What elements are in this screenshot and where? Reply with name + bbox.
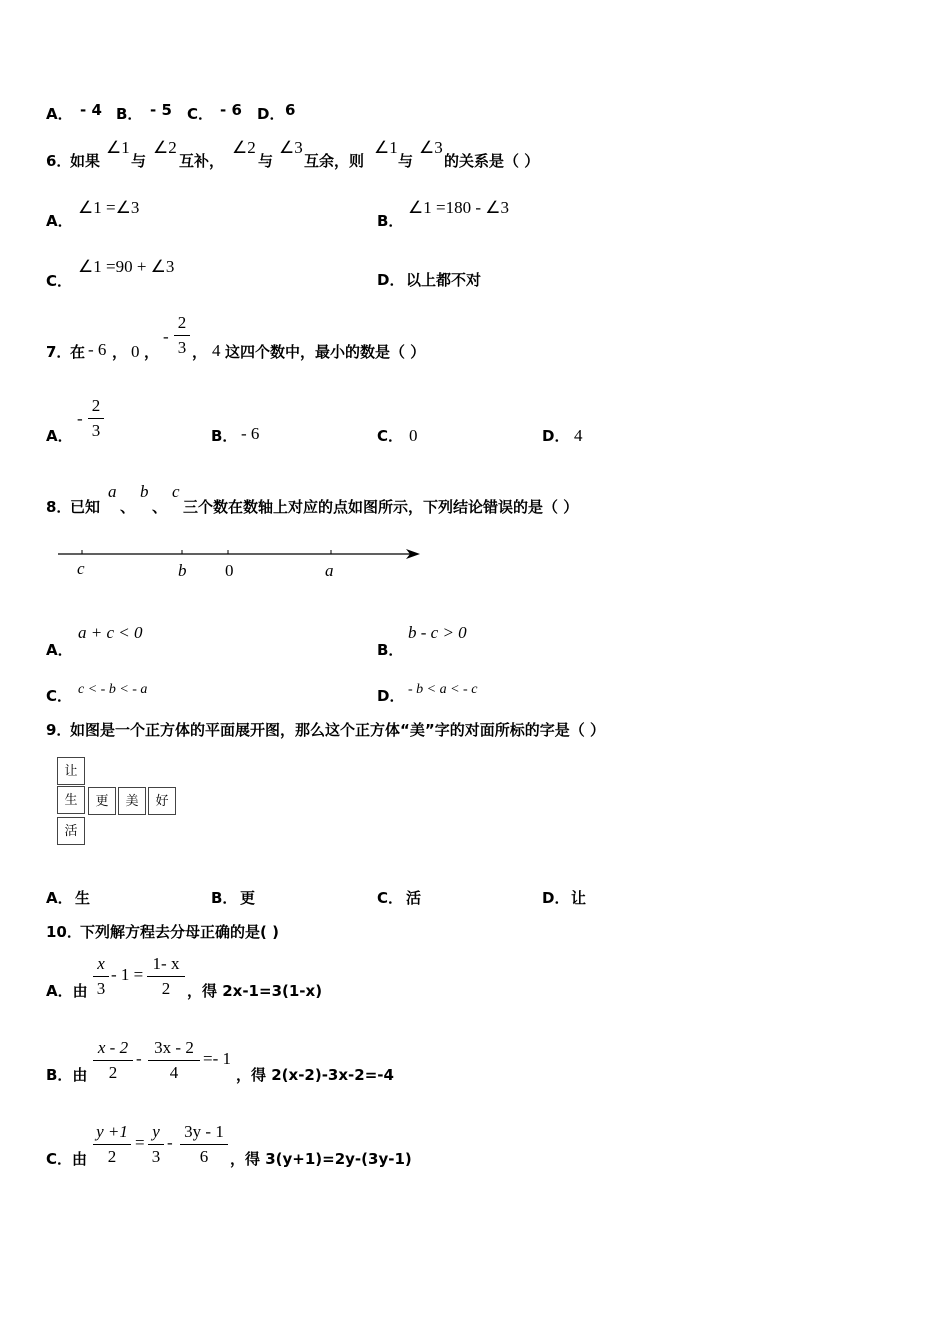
- q7-text-1: 在: [70, 343, 86, 361]
- q10-c-fraction-2-num: y: [152, 1122, 160, 1141]
- q7-option-b-value: - 6: [241, 424, 260, 443]
- q7-text-2: 这四个数中，最小的数是（ ）: [225, 343, 426, 361]
- q10-a-fraction-2-den: 2: [161, 979, 171, 998]
- q6-angle-1b: ∠1: [374, 138, 398, 157]
- q10-a-fraction-2: [147, 954, 185, 999]
- q5-option-d-label: D．: [257, 105, 285, 123]
- q6-text-2: 与: [131, 152, 147, 170]
- q10-b-fraction-2-num: 3x - 2: [154, 1038, 194, 1057]
- cube-cell-geng: 更: [88, 787, 116, 815]
- q9-number: 9．: [46, 721, 72, 739]
- q6-text-6: 与: [398, 152, 414, 170]
- q5-option-d-value: 6: [285, 101, 296, 119]
- q10-c-fraction-2-bar: [148, 1144, 164, 1145]
- q7-option-d-label: D．: [542, 427, 570, 445]
- q10-b-fraction-2: [148, 1038, 200, 1083]
- q7-option-a-fraction: [88, 396, 104, 441]
- q9-option-a-label: A．: [46, 889, 73, 907]
- q6-angle-3b: ∠3: [419, 138, 443, 157]
- number-line-label-zero: 0: [225, 561, 234, 580]
- q10-a-fraction-1-num: x: [97, 954, 105, 973]
- q6-angle-2: ∠2: [153, 138, 177, 157]
- q10-a-fraction-2-bar: [147, 976, 185, 977]
- q10-c-fraction-2: [148, 1122, 164, 1167]
- q10-b-result: ，得 2(x-2)-3x-2=-4: [236, 1066, 394, 1084]
- q6-option-b-value: ∠1 =180 - ∠3: [408, 198, 509, 217]
- q8-option-c-value: c < - b < - a: [78, 682, 148, 697]
- q6-option-b-label: B．: [377, 212, 404, 230]
- q8-option-b-label: B．: [377, 641, 404, 659]
- q7-sep-2: ，: [144, 343, 160, 361]
- q6-angle-3: ∠3: [279, 138, 303, 157]
- q5-option-c-label: C．: [187, 105, 214, 123]
- q7-sep-3: ，: [192, 343, 208, 361]
- q8-option-d-value: - b < a < - c: [408, 682, 478, 697]
- number-line: [50, 540, 430, 585]
- q6-text-1: 如果: [70, 152, 101, 170]
- q10-a-middle: - 1 =: [111, 965, 144, 984]
- q7-option-a-denominator: 3: [91, 421, 101, 440]
- q7-fraction-numerator: 2: [177, 313, 187, 332]
- q10-option-a-label: A．由: [46, 982, 88, 1000]
- cube-cell-sheng: 生: [57, 786, 85, 814]
- q10-c-fraction-2-den: 3: [151, 1147, 161, 1166]
- q10-c-minus: -: [167, 1133, 173, 1152]
- q6-text-7: 的关系是（ ）: [444, 152, 540, 170]
- q7-fraction-bar: [174, 335, 190, 336]
- q8-var-c: c: [172, 482, 180, 501]
- q10-a-fraction-1: [93, 954, 109, 999]
- q10-a-fraction-1-den: 3: [96, 979, 106, 998]
- q7-number-2: 0: [131, 342, 140, 361]
- q6-angle-2b: ∠2: [232, 138, 256, 157]
- q8-sep-1: 、: [120, 498, 136, 516]
- q8-text-2: 三个数在数轴上对应的点如图所示，下列结论错误的是（ ）: [183, 498, 579, 516]
- q10-a-fraction-2-num: 1- x: [152, 954, 180, 973]
- q9-option-d-label: D．: [542, 889, 570, 907]
- q8-option-d-label: D．: [377, 687, 405, 705]
- q10-b-minus: -: [136, 1049, 142, 1068]
- q7-option-a-neg: -: [77, 409, 83, 428]
- q10-c-fraction-3-bar: [180, 1144, 228, 1145]
- q5-option-a-value: - 4: [80, 101, 102, 119]
- q7-option-a-numerator: 2: [91, 396, 101, 415]
- q7-fraction-denominator: 3: [177, 338, 187, 357]
- q6-option-a-label: A．: [46, 212, 73, 230]
- number-line-label-b: b: [178, 561, 187, 580]
- q8-number: 8．: [46, 498, 72, 516]
- q7-sep-1: ，: [112, 343, 128, 361]
- q7-number-1: - 6: [88, 340, 107, 359]
- q8-var-a: a: [108, 482, 117, 501]
- q6-option-d-label: D．: [377, 271, 405, 289]
- q9-option-a-value: 生: [75, 889, 91, 907]
- q5-option-c-value: - 6: [220, 101, 242, 119]
- q8-text-1: 已知: [70, 498, 101, 516]
- q9-option-b-label: B．: [211, 889, 238, 907]
- q9-option-c-value: 活: [406, 889, 422, 907]
- cube-cell-mei: 美: [118, 787, 146, 815]
- q6-angle-1: ∠1: [106, 138, 130, 157]
- q10-c-fraction-1-bar: [93, 1144, 131, 1145]
- number-line-label-c: c: [77, 559, 85, 578]
- q5-option-b-value: - 5: [150, 101, 172, 119]
- q8-sep-2: 、: [152, 498, 168, 516]
- q10-c-fraction-1-den: 2: [107, 1147, 117, 1166]
- q10-a-fraction-1-bar: [93, 976, 109, 977]
- q10-b-fraction-1-bar: [93, 1060, 133, 1061]
- q10-b-rhs: =- 1: [203, 1049, 231, 1068]
- q6-option-c-value: ∠1 =90 + ∠3: [78, 257, 175, 276]
- q10-c-fraction-3-num: 3y - 1: [184, 1122, 224, 1141]
- q7-number-4: 4: [212, 341, 221, 360]
- q10-b-fraction-1-den: 2: [108, 1063, 118, 1082]
- q6-option-c-label: C．: [46, 272, 73, 290]
- cube-cell-huo: 活: [57, 817, 85, 845]
- q5-option-b-label: B．: [116, 105, 143, 123]
- q10-b-fraction-1-num: x - 2: [97, 1038, 129, 1057]
- q6-text-4: 与: [258, 152, 274, 170]
- q10-option-b-label: B．由: [46, 1066, 88, 1084]
- q7-fraction: [174, 313, 190, 358]
- q7-number: 7．: [46, 343, 72, 361]
- q6-text-3: 互补，: [179, 152, 225, 170]
- q10-c-fraction-1-num: y +1: [96, 1122, 128, 1141]
- cube-cell-rang: 让: [57, 757, 85, 785]
- q8-option-c-label: C．: [46, 687, 73, 705]
- q6-option-a-value: ∠1 =∠3: [78, 198, 140, 217]
- q10-c-fraction-3-den: 6: [199, 1147, 209, 1166]
- q10-c-result: ，得 3(y+1)=2y-(3y-1): [230, 1150, 412, 1168]
- q10-number: 10．: [46, 923, 82, 941]
- q7-option-b-label: B．: [211, 427, 238, 445]
- number-line-label-a: a: [325, 561, 334, 580]
- q10-option-c-label: C．由: [46, 1150, 88, 1168]
- q10-c-fraction-3: [180, 1122, 228, 1167]
- q7-option-a-bar: [88, 418, 104, 419]
- q10-c-fraction-1: [93, 1122, 131, 1167]
- q9-text: 如图是一个正方体的平面展开图，那么这个正方体“美”字的对面所标的字是（ ）: [70, 721, 605, 739]
- q10-text: 下列解方程去分母正确的是( ): [80, 923, 279, 941]
- q10-b-fraction-1: [93, 1038, 133, 1083]
- q7-option-a-label: A．: [46, 427, 73, 445]
- q10-a-result: ，得 2x-1=3(1-x): [187, 982, 323, 1000]
- q8-option-a-label: A．: [46, 641, 73, 659]
- q8-option-b-value: b - c > 0: [408, 623, 467, 642]
- q9-option-c-label: C．: [377, 889, 404, 907]
- q7-option-d-value: 4: [574, 426, 583, 445]
- q6-number: 6．: [46, 152, 72, 170]
- q5-option-a-label: A．: [46, 105, 73, 123]
- cube-cell-hao: 好: [148, 787, 176, 815]
- q10-b-fraction-2-bar: [148, 1060, 200, 1061]
- q8-var-b: b: [140, 482, 149, 501]
- q10-b-fraction-2-den: 4: [169, 1063, 179, 1082]
- q9-option-d-value: 让: [571, 889, 587, 907]
- q9-option-b-value: 更: [240, 889, 256, 907]
- q6-text-5: 互余，则: [304, 152, 365, 170]
- q7-option-c-label: C．: [377, 427, 404, 445]
- q6-option-d-value: 以上都不对: [406, 271, 482, 289]
- q8-option-a-value: a + c < 0: [78, 623, 143, 642]
- q7-neg-sign: -: [163, 327, 169, 346]
- q7-option-c-value: 0: [409, 426, 418, 445]
- q10-c-equals: =: [135, 1133, 145, 1152]
